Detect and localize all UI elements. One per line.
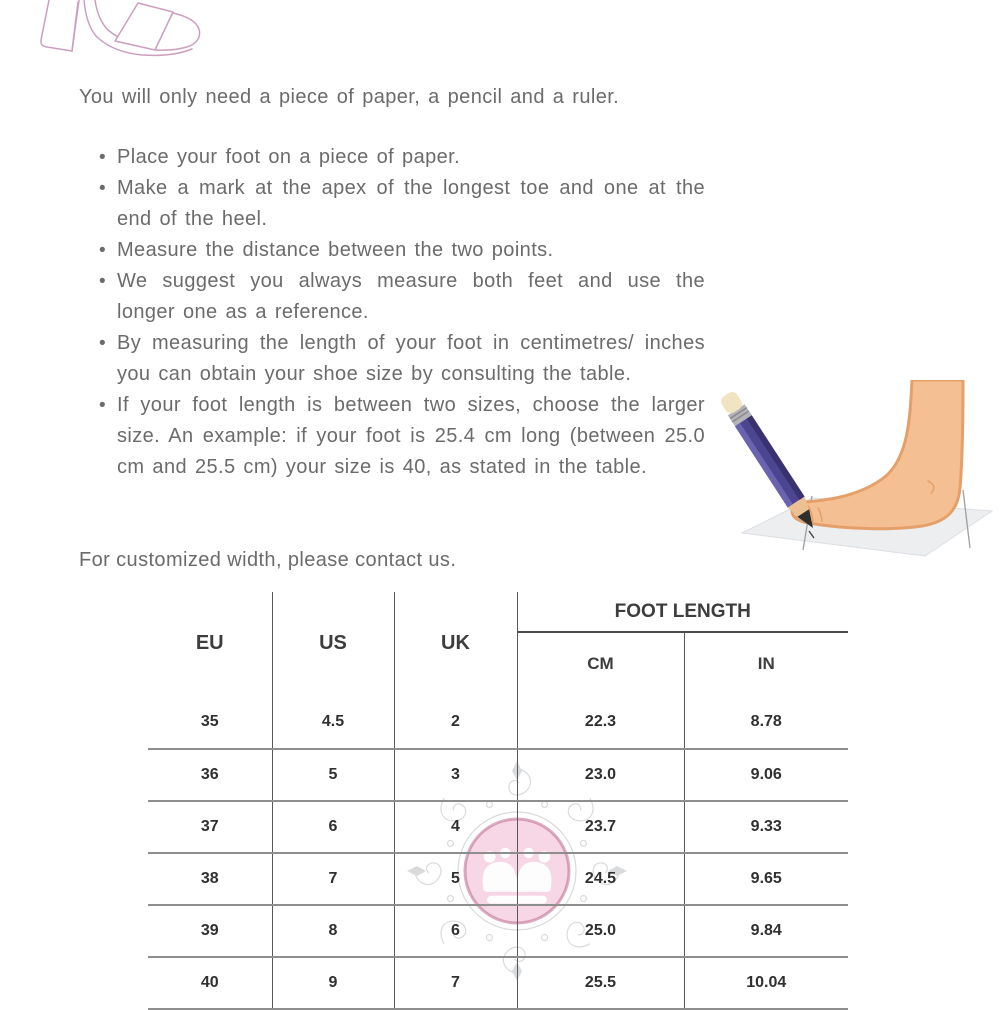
col-header-eu: EU	[195, 632, 224, 654]
size-cell-uk: 7	[394, 957, 517, 1009]
size-cell-cm: 23.7	[517, 801, 684, 853]
size-cell-cm: 23.0	[517, 749, 684, 801]
size-cell-uk: 6	[394, 905, 517, 957]
instruction-item: • By measuring the length of your foot in centimetres/ inches you can obtain your shoe size by consulting the table.	[97, 328, 705, 390]
size-cell-cm: 25.5	[517, 957, 684, 1009]
customized-width-note: For customized width, please contact us.	[79, 549, 457, 571]
size-cell-cm: 25.0	[517, 905, 684, 957]
col-header-uk: UK	[394, 592, 517, 695]
instructions-list	[97, 142, 705, 483]
size-row	[148, 749, 848, 801]
col-header-us: US	[272, 592, 394, 695]
sandal-toe-strap	[115, 3, 173, 50]
subcol-header-cm: CM	[517, 632, 684, 695]
size-cell-in: 8.78	[684, 695, 848, 749]
size-cell-eu: 35	[148, 695, 272, 749]
pencil-icon	[718, 389, 821, 533]
size-row	[148, 853, 848, 905]
instruction-item: • Make a mark at the apex of the longest toe and one at the end of the heel.	[97, 173, 705, 235]
heel-sandal-sketch-icon	[22, 0, 218, 64]
foot-measuring-illustration	[700, 380, 996, 560]
size-cell-us: 5	[272, 749, 394, 801]
instruction-item: • We suggest you always measure both feet and use the longer one as a reference.	[97, 266, 705, 328]
size-cell-us: 4.5	[272, 695, 394, 749]
size-cell-uk: 5	[394, 853, 517, 905]
foot-measuring-icon	[700, 380, 996, 560]
subcol-header-in: IN	[684, 632, 848, 695]
size-cell-us: 9	[272, 957, 394, 1009]
size-cell-uk: 3	[394, 749, 517, 801]
size-cell-cm: 22.3	[517, 695, 684, 749]
group-header-foot-length: FOOT LENGTH	[517, 592, 848, 632]
heel-sandal-sketch	[22, 0, 218, 64]
size-cell-eu: 40	[148, 957, 272, 1009]
size-cell-eu: 39	[148, 905, 272, 957]
size-cell-eu: 38	[148, 853, 272, 905]
size-cell-in: 10.04	[684, 957, 848, 1009]
instruction-item: • Measure the distance between the two points.	[97, 235, 705, 266]
instruction-item: • If your foot length is between two sizes, choose the larger size. An example: if your foot is 25.4 cm long (between 25.0 cm and 25.5 cm) your size is 40, as stated in the table.	[97, 390, 705, 483]
size-cell-us: 7	[272, 853, 394, 905]
size-cell-eu: 36	[148, 749, 272, 801]
size-cell-cm: 24.5	[517, 853, 684, 905]
size-cell-uk: 4	[394, 801, 517, 853]
size-cell-in: 9.65	[684, 853, 848, 905]
size-cell-in: 9.33	[684, 801, 848, 853]
foot-shape	[792, 380, 963, 529]
size-row	[148, 957, 848, 1009]
instruction-item: • Place your foot on a piece of paper.	[97, 142, 705, 173]
size-cell-eu: 37	[148, 801, 272, 853]
size-cell-uk: 2	[394, 695, 517, 749]
size-cell-in: 9.06	[684, 749, 848, 801]
size-cell-us: 6	[272, 801, 394, 853]
size-cell-in: 9.84	[684, 905, 848, 957]
size-cell-us: 8	[272, 905, 394, 957]
size-table	[148, 592, 848, 1010]
size-row	[148, 905, 848, 957]
intro-text: You will only need a piece of paper, a pencil and a ruler.	[79, 86, 620, 108]
size-row	[148, 801, 848, 853]
size-row	[148, 695, 848, 749]
